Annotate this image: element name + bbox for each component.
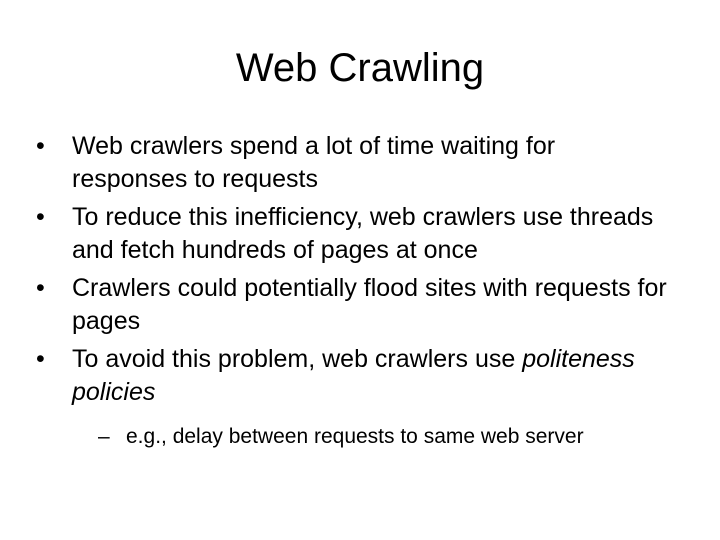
bullet-text-plain: To avoid this problem, web crawlers use — [72, 345, 523, 373]
bullet-text-emphasis: politeness policies — [72, 345, 635, 406]
bullet-item — [36, 343, 676, 409]
bullet-marker: • — [36, 132, 45, 160]
bullet-text — [72, 345, 635, 406]
bullet-item — [36, 272, 676, 338]
bullet-item — [36, 201, 676, 267]
bullet-text: To reduce this inefficiency, web crawlers use threads and fetch hundreds of pages at once — [72, 203, 654, 264]
slide-body — [36, 130, 676, 451]
bullet-text: Crawlers could potentially flood sites with requests for pages — [72, 274, 667, 335]
bullet-marker: • — [36, 203, 45, 231]
sub-bullet-text: e.g., delay between requests to same web server — [126, 425, 584, 448]
slide-title: Web Crawling — [235, 46, 485, 90]
bullet-text: Web crawlers spend a lot of time waiting for responses to requests — [72, 132, 556, 193]
bullet-marker: • — [36, 345, 45, 373]
bullet-item — [36, 130, 676, 196]
sub-bullet-marker: – — [98, 425, 110, 448]
bullet-marker: • — [36, 274, 45, 302]
sub-bullet-item — [36, 423, 676, 451]
